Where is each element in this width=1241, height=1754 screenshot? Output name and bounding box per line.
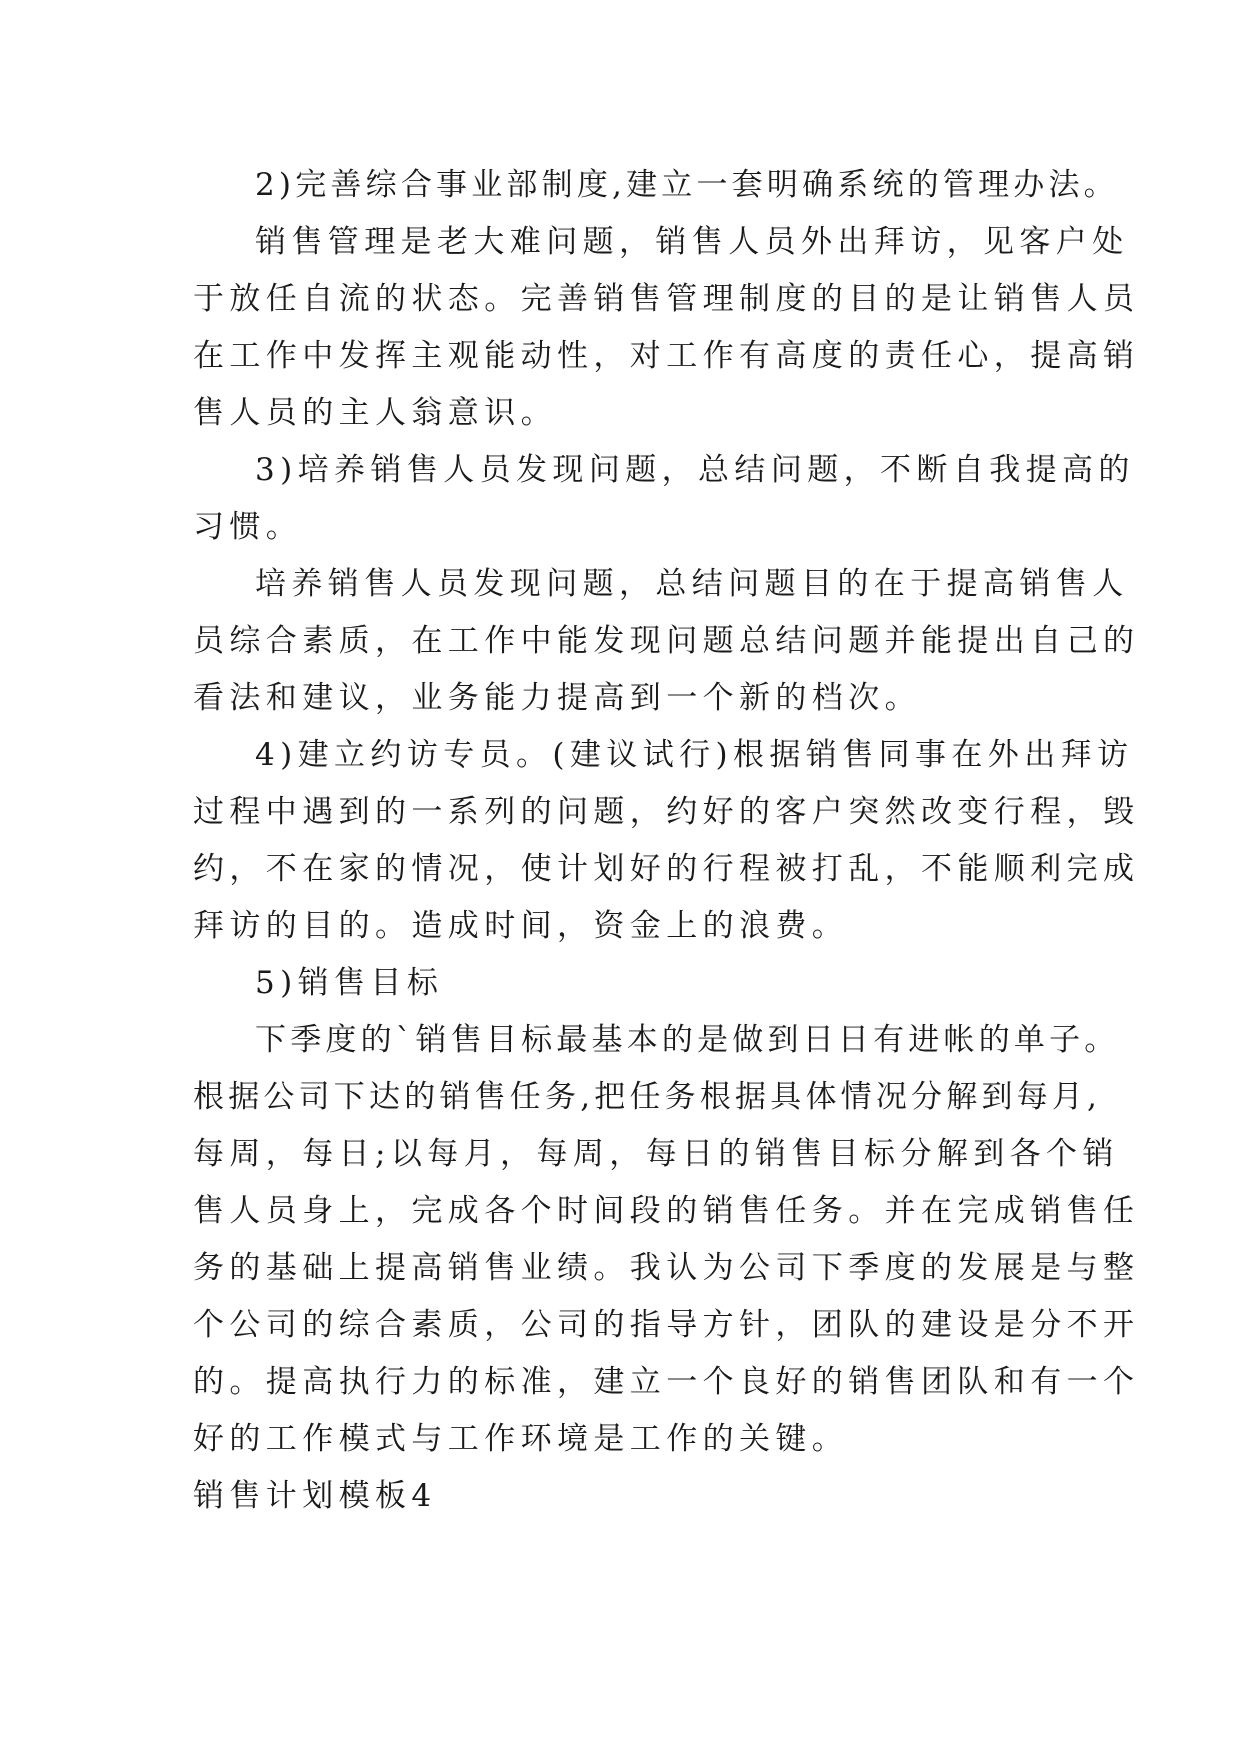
paragraph-text: 于放任自流的状态。完善销售管理制度的目的是让销售人员: [193, 281, 1140, 317]
section-heading: 销售计划模板4: [193, 1478, 437, 1514]
paragraph-text: 在工作中发挥主观能动性，对工作有高度的责任心，提高销: [193, 338, 1140, 374]
paragraph-text: 拜访的目的。造成时间，资金上的浪费。: [193, 908, 849, 944]
paragraph-text: 约，不在家的情况，使计划好的行程被打乱，不能顺利完成: [193, 851, 1140, 887]
paragraph-text: 的。提高执行力的标准，建立一个良好的销售团队和有一个: [193, 1364, 1140, 1400]
paragraph-text: 个公司的综合素质，公司的指导方针，团队的建设是分不开: [193, 1307, 1140, 1343]
paragraph-text: 务的基础上提高销售业绩。我认为公司下季度的发展是与整: [193, 1250, 1140, 1286]
paragraph-text: 售人员身上，完成各个时间段的销售任务。并在完成销售任: [193, 1193, 1140, 1229]
paragraph-text: 每周，每日;以每月，每周，每日的销售目标分解到各个销: [193, 1136, 1119, 1172]
paragraph-text: 习惯。: [193, 509, 303, 545]
list-item-3-heading: 3)培养销售人员发现问题，总结问题，不断自我提高的: [255, 452, 1135, 488]
list-item-2-heading: 2)完善综合事业部制度,建立一套明确系统的管理办法。: [255, 167, 1119, 203]
paragraph-text: 售人员的主人翁意识。: [193, 395, 557, 431]
paragraph-text: 下季度的`销售目标最基本的是做到日日有进帐的单子。: [255, 1022, 1120, 1058]
paragraph-text: 培养销售人员发现问题，总结问题目的在于提高销售人: [255, 566, 1129, 602]
list-item-4-heading: 4)建立约访专员。(建议试行)根据销售同事在外出拜访: [255, 737, 1134, 773]
paragraph-text: 员综合素质，在工作中能发现问题总结问题并能提出自己的: [193, 623, 1140, 659]
list-item-5-heading: 5)销售目标: [255, 965, 444, 1001]
paragraph-text: 好的工作模式与工作环境是工作的关键。: [193, 1421, 849, 1457]
paragraph-text: 过程中遇到的一系列的问题，约好的客户突然改变行程，毁: [193, 794, 1140, 830]
paragraph-text: 销售管理是老大难问题，销售人员外出拜访，见客户处: [255, 224, 1129, 260]
paragraph-text: 根据公司下达的销售任务,把任务根据具体情况分解到每月,: [193, 1079, 1102, 1115]
paragraph-text: 看法和建议，业务能力提高到一个新的档次。: [193, 680, 921, 716]
